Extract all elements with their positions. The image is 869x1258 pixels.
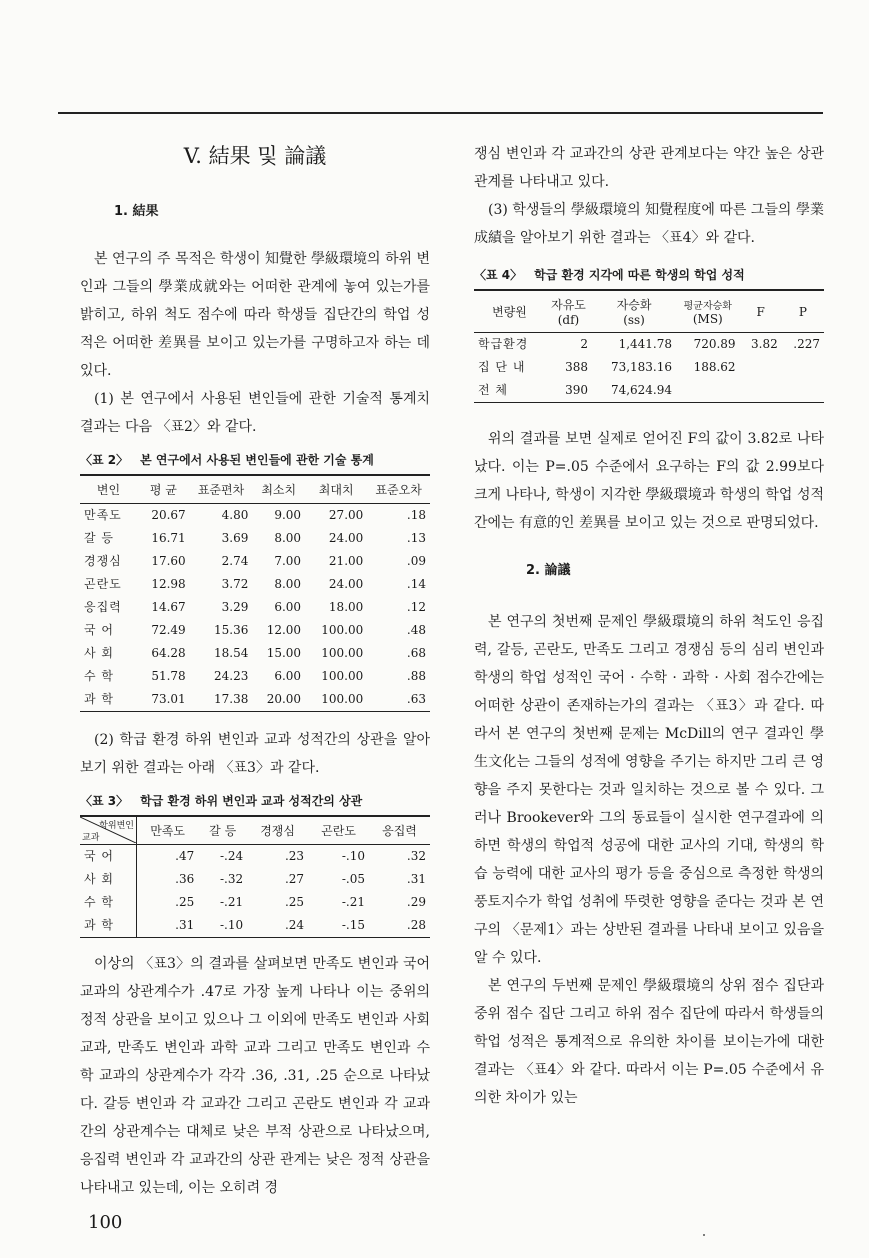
table3-cell: -.10 xyxy=(220,918,244,932)
table-row xyxy=(474,356,824,379)
table2-header-cell: 최소치 xyxy=(252,475,305,504)
paragraph: 본 연구의 두번째 문제인 學級環境의 상위 점수 집단과 중위 점수 집단 그리고 하위 점수 집단에 따라서 학생들의 학업 성적은 통계적으로 유의한 차이를 보이는가에 대한 결과는 〈표4〉와 같다. 따라서 이는 P=.05 수준에서 유의한 차이가 있는 xyxy=(474,978,824,1106)
table3-corner: 학위변인 교과 xyxy=(80,816,137,845)
table4-cell: 1,441.78 xyxy=(618,337,673,351)
table3-cell: -.32 xyxy=(220,872,244,886)
table4-header-ss: 자승화 (ss) xyxy=(592,290,676,333)
table3-cell: .23 xyxy=(284,849,305,863)
table2-cell: 9.00 xyxy=(274,508,302,522)
table2-cell: 경쟁심 xyxy=(84,554,122,568)
table4-header-ms: 평균자승화 (MS) xyxy=(676,290,740,333)
table4 xyxy=(474,289,824,403)
table3-cell: .24 xyxy=(284,918,305,932)
table2-cell: 72.49 xyxy=(151,623,186,637)
table3-header-cell: 경쟁심 xyxy=(247,816,308,845)
table4-cell: .227 xyxy=(793,337,820,351)
table2-cell: 18.00 xyxy=(328,600,364,614)
table3-cell: -.21 xyxy=(341,895,366,909)
left-column xyxy=(80,140,430,1202)
table2-cell: 64.28 xyxy=(151,646,186,660)
section-title: V. 結果 및 論議 xyxy=(183,144,327,168)
table2-cell: 3.69 xyxy=(221,531,249,545)
table-row xyxy=(80,914,430,938)
table4-header-source: 변량원 xyxy=(474,290,545,333)
table4-cell xyxy=(740,379,782,403)
paragraph: 쟁심 변인과 각 교과간의 상관 관계보다는 약간 높은 상관 관계를 나타내고 있다. xyxy=(474,146,824,190)
table2-cell: 14.67 xyxy=(151,600,186,614)
table2-cell: 24.23 xyxy=(214,669,249,683)
table2-cell: 만족도 xyxy=(84,508,122,522)
table2-cell: 20.67 xyxy=(151,508,186,522)
table2-cell: 4.80 xyxy=(221,508,249,522)
table4-cell: 390 xyxy=(565,383,589,397)
table2 xyxy=(80,474,430,712)
table4-cell: 전 체 xyxy=(478,383,508,397)
table2-cell: .13 xyxy=(406,531,426,545)
table2-cell: 국 어 xyxy=(84,623,114,637)
table2-cell: 7.00 xyxy=(274,554,302,568)
table2-cell: 갈 등 xyxy=(84,531,114,545)
table2-cell: .12 xyxy=(406,600,426,614)
table3-cell: .47 xyxy=(175,849,195,863)
table4-header-df: 자유도 (df) xyxy=(545,290,592,333)
paragraph: 본 연구의 주 목적은 학생이 知覺한 學級環境의 하위 변인과 그들의 學業成就와는 어떠한 관계에 놓여 있는가를 밝히고, 하위 척도 점수에 따라 학생들 집단간의 학업 성적은 어떠한 差異를 보이고 있는가를 구명하고자 하는 데 있다. xyxy=(80,251,430,379)
table4-cell: 73,183.16 xyxy=(610,360,673,374)
table-row xyxy=(80,550,430,573)
table2-cell: 3.29 xyxy=(221,600,249,614)
table-row xyxy=(80,665,430,688)
table3-cell: 수 학 xyxy=(80,891,137,914)
table4-header-row xyxy=(474,290,824,333)
table-row xyxy=(80,845,430,869)
paragraph: 본 연구의 첫번째 문제인 學級環境의 하위 척도인 응집력, 갈등, 곤란도, 만족도 그리고 경쟁심 등의 심리 변인과 학생의 학업 성적인 국어 · 수학 · 과학 · 사회 점수간에는 어떠한 상관이 존재하는가의 결과는 〈표3〉과 같다. 따라서 본 연구의 첫번째 문제는 McDill의 연구 결과인 學生文化는 그들의 성적에 영향을 주기는 하지만 그리 큰 영향을 주지 못한다는 것과 일치하는 것으로 볼 수 있다. 그러나 Brookever와 그의 동료들이 실시한 연구결과에 의하면 학생의 학업적 성공에 대한 교사의 기대, 학생의 학습 능력에 대한 교사의 평가 등을 중심으로 측정한 학생의 풍토지수가 학업 성취에 뚜렷한 영향을 준다는 것과 본 연구의 〈문제1〉과는 상반된 결과를 나타내 보이고 있음을 알 수 있다. xyxy=(474,614,824,966)
subheading-results: 1. 結果 xyxy=(114,204,159,219)
table4-cell xyxy=(676,379,740,403)
subheading-discussion: 2. 論議 xyxy=(526,563,571,578)
table2-cell: 15.36 xyxy=(214,623,249,637)
table2-cell: 100.00 xyxy=(321,623,364,637)
table4-cell xyxy=(782,356,824,379)
table-row xyxy=(474,379,824,403)
paragraph: 위의 결과를 보면 실제로 얻어진 F의 값이 3.82로 나타났다. 이는 P=.05 수준에서 요구하는 F의 값 2.99보다 크게 나타나, 학생이 지각한 學級環境과 학생의 학업 성적간에는 有意的인 差異를 보이고 있는 것으로 판명되었다. xyxy=(474,431,824,531)
table-row xyxy=(80,688,430,712)
table2-cell: 17.38 xyxy=(214,692,249,706)
table4-cell: 집 단 내 xyxy=(478,360,526,374)
table2-cell: 사 회 xyxy=(84,646,114,660)
table3-cell: -.10 xyxy=(341,849,366,863)
table4-cell xyxy=(740,356,782,379)
table-row xyxy=(80,619,430,642)
paragraph: (1) 본 연구에서 사용된 변인들에 관한 기술적 통계치 결과는 다음 〈표2〉와 같다. xyxy=(80,391,430,435)
table3-header-cell: 곤란도 xyxy=(308,816,369,845)
table2-cell: 73.01 xyxy=(151,692,186,706)
table-row xyxy=(80,868,430,891)
table2-cell: .68 xyxy=(406,646,426,660)
table2-caption: 〈표 2〉 본 연구에서 사용된 변인들에 관한 기술 통계 xyxy=(80,453,374,467)
table4-header-p: P xyxy=(782,290,824,333)
table3-cell: .32 xyxy=(406,849,426,863)
table4-cell: 74,624.94 xyxy=(610,383,673,397)
table2-cell: 100.00 xyxy=(321,692,364,706)
table-row xyxy=(474,333,824,357)
table2-header-cell: 최대치 xyxy=(305,475,367,504)
table3-header-cell: 만족도 xyxy=(137,816,199,845)
table3-cell: .28 xyxy=(406,918,426,932)
table2-cell: 24.00 xyxy=(328,577,364,591)
table2-cell: 100.00 xyxy=(321,669,364,683)
table3-header-row xyxy=(80,816,430,845)
table2-cell: 2.74 xyxy=(221,554,249,568)
table3-caption: 〈표 3〉 학급 환경 하위 변인과 교과 성적간의 상관 xyxy=(80,794,363,808)
table4-cell: 188.62 xyxy=(693,360,736,374)
table2-cell: 6.00 xyxy=(274,600,302,614)
page-number: 100 xyxy=(88,1212,123,1233)
table3 xyxy=(80,815,430,938)
table-row xyxy=(80,596,430,619)
table3-cell: -.05 xyxy=(341,872,366,886)
table2-cell: .09 xyxy=(406,554,426,568)
table4-header-f: F xyxy=(740,290,782,333)
table4-caption: 〈표 4〉 학급 환경 지각에 따른 학생의 학업 성적 xyxy=(474,268,745,282)
table3-cell: .25 xyxy=(175,895,195,909)
table2-cell: 15.00 xyxy=(266,646,302,660)
paragraph: 이상의 〈표3〉의 결과를 살펴보면 만족도 변인과 국어 교과의 상관계수가 .47로 가장 높게 나타나 이는 중위의 정적 상관을 보이고 있으나 그 이외에 만족도 변인과 사회 교과, 만족도 변인과 과학 교과 그리고 만족도 변인과 수학 교과의 상관계수가 각각 .36, .31, .25 순으로 나타났다. 갈등 변인과 각 교과간 그리고 곤란도 변인과 각 교과간의 상관계수는 대체로 낮은 부적 상관으로 나타났으며, 응집력 변인과 각 교과간의 상관 관계는 낮은 정적 상관을 나타내고 있는데, 이는 오히려 경 xyxy=(80,956,430,1196)
table-row xyxy=(80,504,430,528)
table-row xyxy=(80,573,430,596)
table2-body xyxy=(80,504,430,712)
table2-header-cell: 변인 xyxy=(80,475,137,504)
table3-cell: 국 어 xyxy=(80,845,137,869)
table3-header-cell: 응집력 xyxy=(369,816,430,845)
table2-cell: 6.00 xyxy=(274,669,302,683)
table2-cell: 21.00 xyxy=(328,554,364,568)
table3-cell: 과 학 xyxy=(80,914,137,938)
table2-cell: 응집력 xyxy=(84,600,122,614)
table2-cell: .88 xyxy=(406,669,426,683)
table2-cell: 51.78 xyxy=(151,669,186,683)
table2-cell: 24.00 xyxy=(328,531,364,545)
table3-cell: -.21 xyxy=(220,895,244,909)
table4-cell: 3.82 xyxy=(751,337,778,351)
table2-cell: .14 xyxy=(406,577,426,591)
table-row xyxy=(80,527,430,550)
table2-cell: 16.71 xyxy=(151,531,186,545)
table2-header-row xyxy=(80,475,430,504)
table-row xyxy=(80,891,430,914)
right-column xyxy=(474,140,824,1112)
table3-header-cell: 갈 등 xyxy=(198,816,247,845)
table-row xyxy=(80,642,430,665)
table2-header-cell: 평 균 xyxy=(137,475,190,504)
table2-cell: 27.00 xyxy=(328,508,364,522)
table2-cell: 12.00 xyxy=(266,623,302,637)
table4-cell: 학급환경 xyxy=(478,337,529,351)
table4-body xyxy=(474,333,824,403)
table3-cell: .31 xyxy=(406,872,426,886)
table3-cell: .31 xyxy=(175,918,195,932)
table2-cell: .48 xyxy=(406,623,426,637)
table4-cell: 2 xyxy=(580,337,589,351)
paragraph: (3) 학생들의 學級環境의 知覺程度에 따른 그들의 學業成績을 알아보기 위한 결과는 〈표4〉와 같다. xyxy=(474,202,824,246)
table4-cell: 720.89 xyxy=(693,337,736,351)
table2-header-cell: 표준오차 xyxy=(367,475,430,504)
table2-cell: 12.98 xyxy=(151,577,186,591)
table3-cell: -.15 xyxy=(341,918,366,932)
table2-cell: 8.00 xyxy=(274,531,302,545)
table3-cell: .27 xyxy=(284,872,305,886)
table2-cell: 17.60 xyxy=(151,554,186,568)
paragraph: (2) 학급 환경 하위 변인과 교과 성적간의 상관을 알아보기 위한 결과는 아래 〈표3〉과 같다. xyxy=(80,732,430,776)
table3-cell: .29 xyxy=(406,895,426,909)
table2-cell: 3.72 xyxy=(221,577,249,591)
scan-speck xyxy=(703,1234,705,1236)
table2-cell: 수 학 xyxy=(84,669,114,683)
top-rule xyxy=(58,112,823,114)
table4-cell: 388 xyxy=(565,360,589,374)
table2-cell: .63 xyxy=(406,692,426,706)
table3-body xyxy=(80,845,430,938)
table4-cell xyxy=(782,379,824,403)
table2-cell: .18 xyxy=(406,508,426,522)
table2-header-cell: 표준편차 xyxy=(190,475,253,504)
table2-cell: 8.00 xyxy=(274,577,302,591)
table2-cell: 100.00 xyxy=(321,646,364,660)
table3-cell: .25 xyxy=(284,895,305,909)
table3-cell: .36 xyxy=(175,872,195,886)
table2-cell: 과 학 xyxy=(84,692,114,706)
table2-cell: 20.00 xyxy=(266,692,302,706)
table3-cell: -.24 xyxy=(220,849,244,863)
table2-cell: 곤란도 xyxy=(84,577,122,591)
table3-cell: 사 회 xyxy=(80,868,137,891)
table2-cell: 18.54 xyxy=(214,646,249,660)
